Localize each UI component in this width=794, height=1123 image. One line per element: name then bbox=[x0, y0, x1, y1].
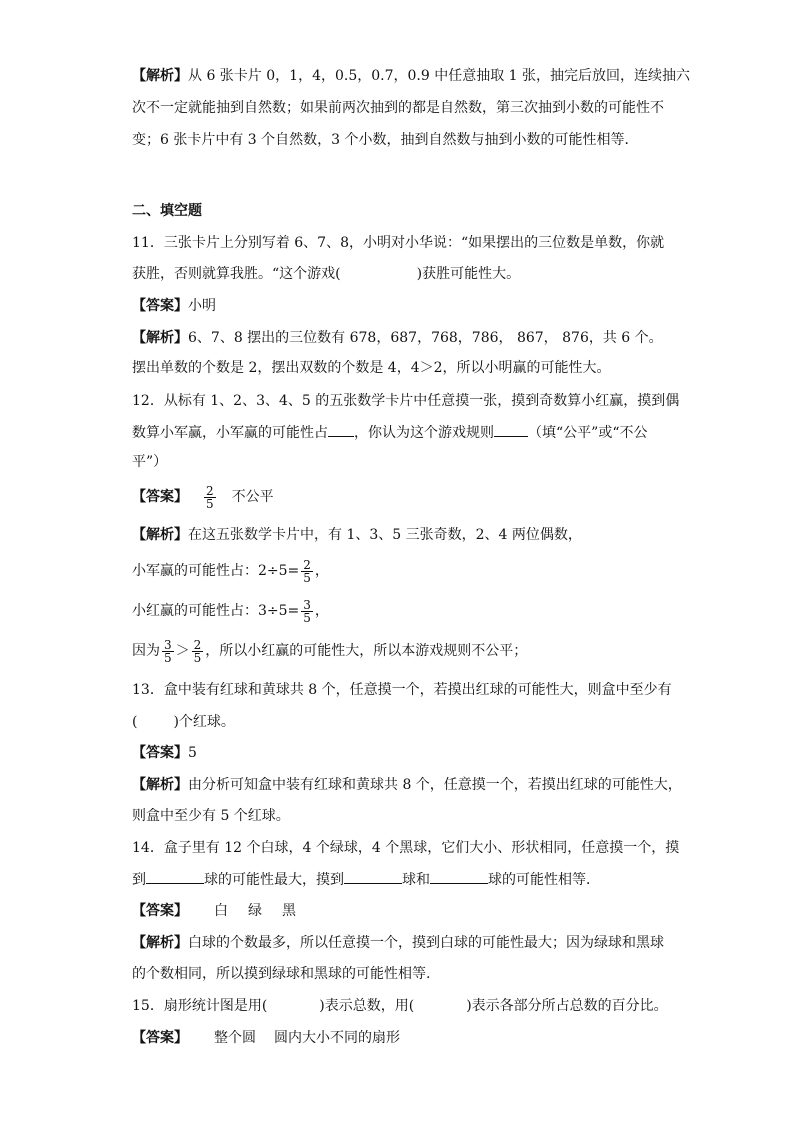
analysis-label: 【解析】 bbox=[132, 330, 188, 346]
q13-analysis-line1: 【解析】由分析可知盒中装有红球和黄球共 8 个，任意摸一个，若摸出红球的可能性大， bbox=[132, 777, 682, 793]
answer-label: 【答案】 bbox=[132, 745, 188, 761]
q10-analysis-line3: 变；6 张卡片中有 3 个自然数，3 个小数，抽到自然数与抽到小数的可能性相等． bbox=[132, 132, 639, 148]
q14-analysis-line2: 的个数相同，所以摸到绿球和黑球的可能性相等. bbox=[132, 966, 431, 982]
answer-label: 【答案】 bbox=[132, 1030, 188, 1046]
answer-value: 小明 bbox=[188, 298, 216, 314]
q11-answer bbox=[132, 296, 216, 316]
answer-value: 整个圆 bbox=[214, 1030, 256, 1046]
q14-line2: 到 球的可能性最大，摸到 球和 球的可能性相等． bbox=[132, 872, 600, 888]
q12-line3: 平”） bbox=[132, 454, 168, 470]
answer-value: 不公平 bbox=[231, 489, 274, 505]
q13-line2: ( )个红球。 bbox=[132, 714, 235, 730]
q13-line1: 13．盒中装有红球和黄球共 8 个，任意摸一个，若摸出红球的可能性大，则盒中至少有 bbox=[132, 682, 672, 698]
answer-label: 【答案】 bbox=[132, 903, 188, 919]
analysis-label: 【解析】 bbox=[132, 527, 188, 543]
q12-conclusion: 因为 $\frac{3}{5}$ ＞ $\frac{2}{5}$ ，所以小红赢的可能性大，所以本游戏规则不公平； bbox=[132, 637, 528, 665]
answer-value: 5 bbox=[188, 745, 197, 761]
answer-fraction: $\frac{2}{5}$ bbox=[206, 483, 214, 511]
q14-answer bbox=[132, 901, 296, 921]
section-title: 二、填空题 bbox=[132, 203, 202, 219]
q11-line1: 11．三张卡片上分别写着 6、7、8，小明对小华说：“如果摆出的三位数是单数，你就 bbox=[132, 235, 665, 251]
analysis-label: 【解析】 bbox=[132, 68, 188, 84]
analysis-label: 【解析】 bbox=[132, 935, 188, 951]
q11-analysis-line1: 【解析】6、7、8 摆出的三位数有 678，687，768，786， 867， 876，共 6 个。 bbox=[132, 330, 663, 346]
q12-answer bbox=[132, 484, 274, 510]
answer-value: 白 bbox=[214, 903, 228, 919]
q12-analysis-line1: 【解析】在这五张数学卡片中，有 1、3、5 三张奇数，2、4 两位偶数， bbox=[132, 527, 582, 543]
q15-line1: 15．扇形统计图是用( )表示总数，用( )表示各部分所占总数的百分比。 bbox=[132, 998, 668, 1014]
answer-label: 【答案】 bbox=[132, 298, 188, 314]
blank bbox=[328, 424, 354, 437]
blank bbox=[146, 871, 204, 884]
answer-value: 圆内大小不同的扇形 bbox=[274, 1030, 400, 1046]
q14-line1: 14．盒子里有 12 个白球，4 个绿球，4 个黑球，它们大小、形状相同，任意摸一个，摸 bbox=[132, 840, 680, 856]
q12-calc1: 小军赢的可能性占：2÷5= $\frac{2}{5}$ ， bbox=[132, 557, 329, 585]
q10-analysis-line1: 【解析】从 6 张卡片 0，1，4，0.5，0.7，0.9 中任意抽取 1 张，抽完后放回，连续抽六 bbox=[132, 68, 691, 84]
q15-answer bbox=[132, 1028, 400, 1048]
blank bbox=[344, 871, 402, 884]
q13-analysis-line2: 则盒中至少有 5 个红球。 bbox=[132, 808, 290, 824]
answer-value: 绿 bbox=[248, 903, 262, 919]
q11-analysis-line2: 摆出单数的个数是 2，摆出双数的个数是 4，4＞2，所以小明赢的可能性大。 bbox=[132, 360, 611, 376]
blank bbox=[430, 871, 488, 884]
q14-analysis-line1: 【解析】白球的个数最多，所以任意摸一个，摸到白球的可能性最大；因为绿球和黑球 bbox=[132, 935, 664, 951]
q12-calc2: 小红赢的可能性占：3÷5= $\frac{3}{5}$ ， bbox=[132, 597, 329, 625]
answer-value: 黑 bbox=[282, 903, 296, 919]
q10-analysis-line2: 次不一定就能抽到自然数；如果前两次抽到的都是自然数，第三次抽到小数的可能性不 bbox=[132, 100, 664, 116]
q12-line1: 12．从标有 1、2、3、4、5 的五张数学卡片中任意摸一张，摸到奇数算小红赢，摸到偶 bbox=[132, 393, 680, 409]
q11-line2: 获胜，否则就算我胜。“这个游戏( )获胜可能性大。 bbox=[132, 266, 521, 282]
q13-answer bbox=[132, 743, 197, 763]
answer-label: 【答案】 bbox=[132, 489, 188, 505]
blank bbox=[494, 424, 528, 437]
q12-line2: 数算小军赢，小军赢的可能性占 ，你认为这个游戏规则 （填“公平”或“不公 bbox=[132, 425, 648, 441]
analysis-label: 【解析】 bbox=[132, 777, 188, 793]
